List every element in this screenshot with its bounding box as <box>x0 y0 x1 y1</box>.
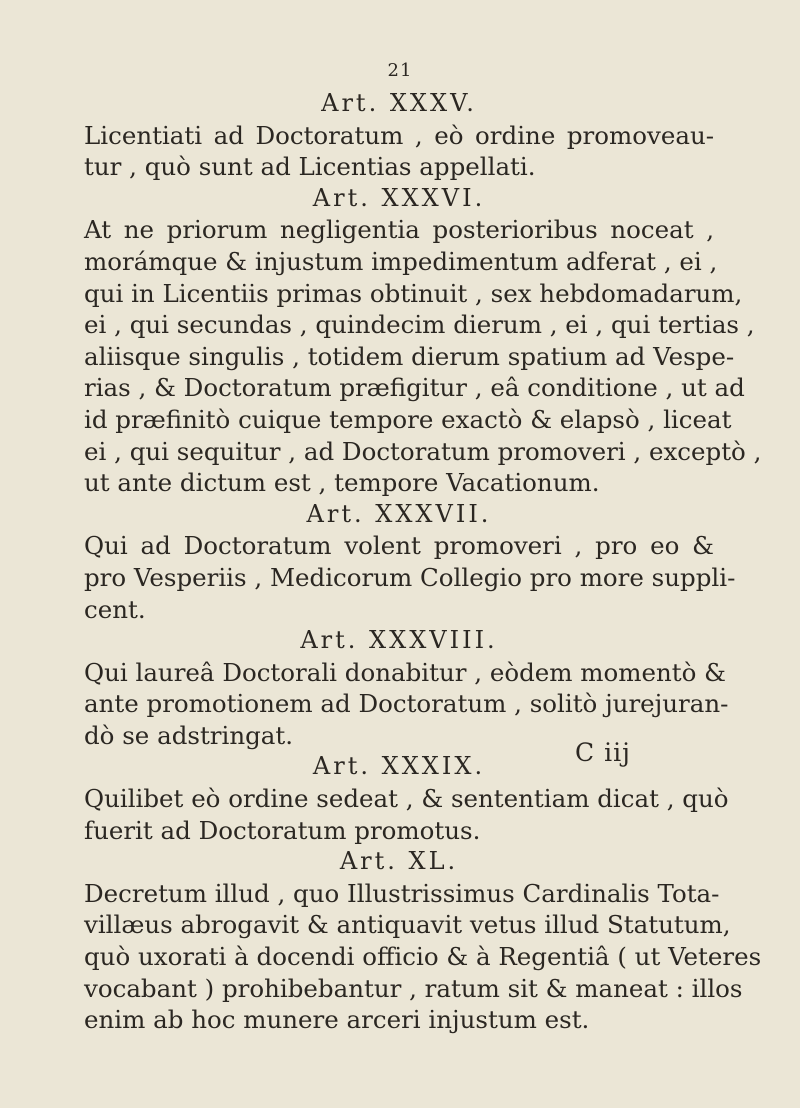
article-heading: Art. XXXV. <box>321 89 477 117</box>
article-heading: Art. XXXVIII. <box>300 626 498 655</box>
text-line: Quilibet eò ordine sedeat , & sententiam dicat , quò <box>84 784 729 814</box>
text-line: tur , quò sunt ad Licentias appellati. <box>84 152 536 182</box>
text-line: dò se adstringat. <box>84 720 294 750</box>
text-line: fuerit ad Doctoratum promotus. <box>84 815 481 845</box>
text-line: Qui ad Doctoratum volent promoveri , pro eo & <box>84 531 714 561</box>
text-line: ei , qui sequitur , ad Doctoratum promoveri , exceptò , <box>84 436 762 466</box>
page-number: 21 <box>387 60 413 81</box>
text-line: rias , & Doctoratum præfigitur , eâ conditione , ut ad <box>84 373 745 403</box>
text-line: qui in Licentiis primas obtinuit , sex hebdomadarum, <box>84 278 743 308</box>
signature-mark: C iij <box>575 738 631 767</box>
text-line: villæus abrogavit & antiquavit vetus illud Statutum, <box>84 910 731 940</box>
text-line: Decretum illud , quo Illustrissimus Cardinalis Tota- <box>84 878 720 908</box>
text-line: At ne priorum negligentia posterioribus noceat , <box>84 215 714 245</box>
text-line: ut ante dictum est , tempore Vacationum. <box>84 468 600 498</box>
text-line: quò uxorati à docendi officio & à Regentiâ ( ut Veteres <box>84 942 762 972</box>
text-line: aliisque singulis , totidem dierum spatium ad Vespe- <box>84 341 735 371</box>
text-line: ante promotionem ad Doctoratum , solitò jurejuran- <box>84 689 729 719</box>
text-line: ei , qui secundas , quindecim dierum , ei , qui tertias , <box>84 310 755 340</box>
text-line: cent. <box>84 594 146 624</box>
text-line: Licentiati ad Doctoratum , eò ordine promoveau- <box>84 120 714 150</box>
page-text <box>84 88 762 1036</box>
article-heading: Art. XXXVII. <box>306 499 492 528</box>
article-heading: Art. XL. <box>339 847 459 876</box>
text-line: pro Vesperiis , Medicorum Collegio pro more suppli- <box>84 562 736 592</box>
text-line: enim ab hoc munere arceri injustum est. <box>84 1005 590 1035</box>
text-line: Qui laureâ Doctorali donabitur , eòdem momentò & <box>84 657 726 687</box>
text-line: id præfinitò cuique tempore exactò & elapsò , liceat <box>84 404 732 434</box>
article-heading: Art. XXXIX. <box>312 752 486 781</box>
text-line: morámque & injustum impedimentum adferat , ei , <box>84 246 718 276</box>
text-line: vocabant ) prohibebantur , ratum sit & maneat : illos <box>84 973 743 1003</box>
article-heading: Art. XXXVI. <box>312 183 486 212</box>
